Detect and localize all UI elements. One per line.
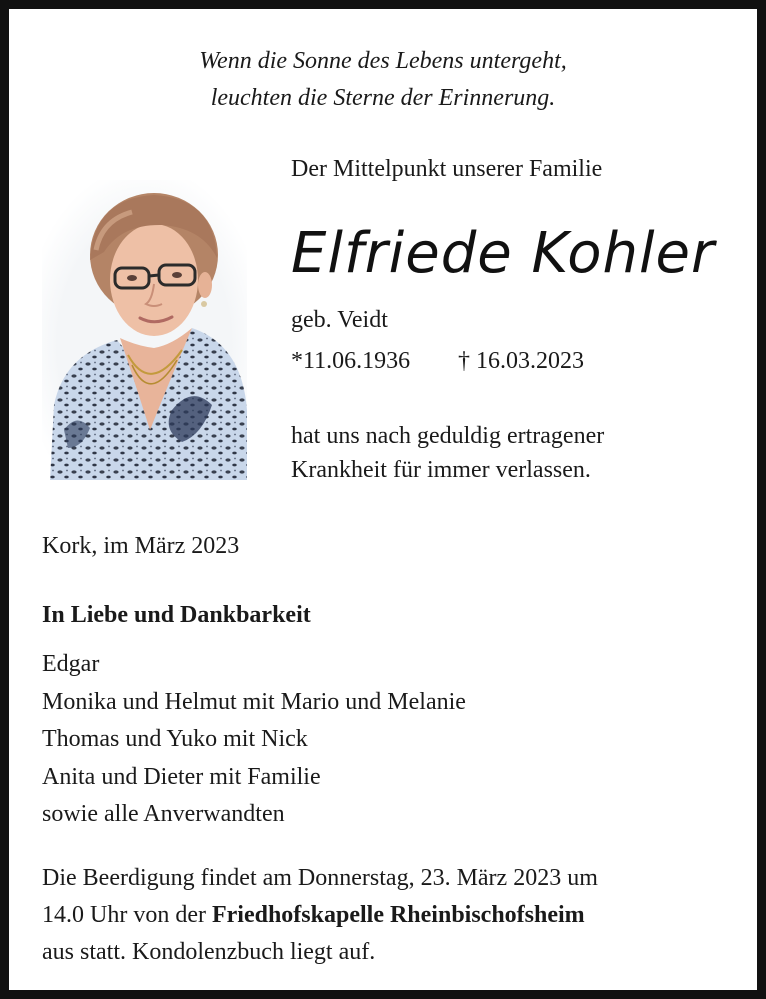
funeral-line: aus statt. Kondolenzbuch liegt auf. bbox=[42, 939, 376, 965]
family-member: Thomas und Yuko mit Nick bbox=[42, 726, 308, 752]
portrait-photo bbox=[42, 180, 247, 480]
family-member: sowie alle Anverwandten bbox=[42, 801, 285, 827]
death-date: † 16.03.2023 bbox=[458, 348, 584, 374]
message-line: hat uns nach geduldig ertragener bbox=[291, 423, 605, 449]
funeral-notice bbox=[42, 860, 598, 971]
family-member: Edgar bbox=[42, 651, 100, 677]
funeral-time: 14.0 Uhr von der bbox=[42, 902, 206, 928]
place-date: Kork, im März 2023 bbox=[42, 533, 240, 559]
motto-line: Wenn die Sonne des Lebens untergeht, bbox=[199, 48, 567, 74]
funeral-location: Friedhofskapelle Rheinbischofsheim bbox=[211, 902, 585, 928]
birth-name: geb. Veidt bbox=[291, 307, 388, 333]
message bbox=[291, 419, 604, 487]
motto bbox=[9, 43, 757, 117]
funeral-line: Die Beerdigung findet am Donnerstag, 23. März 2023 um bbox=[42, 865, 598, 891]
family-list bbox=[42, 646, 466, 834]
funeral-line bbox=[42, 897, 598, 934]
intro-text: Der Mittelpunkt unserer Familie bbox=[291, 156, 603, 182]
message-line: Krankheit für immer verlassen. bbox=[291, 457, 591, 483]
deceased-name: Elfriede Kohler bbox=[291, 221, 716, 286]
motto-line: leuchten die Sterne der Erinnerung. bbox=[210, 85, 556, 111]
family-member: Monika und Helmut mit Mario und Melanie bbox=[42, 688, 466, 715]
family-member: Anita und Dieter mit Familie bbox=[42, 763, 321, 790]
thanks-heading: In Liebe und Dankbarkeit bbox=[42, 602, 311, 628]
birth-date: *11.06.1936 bbox=[291, 348, 411, 374]
